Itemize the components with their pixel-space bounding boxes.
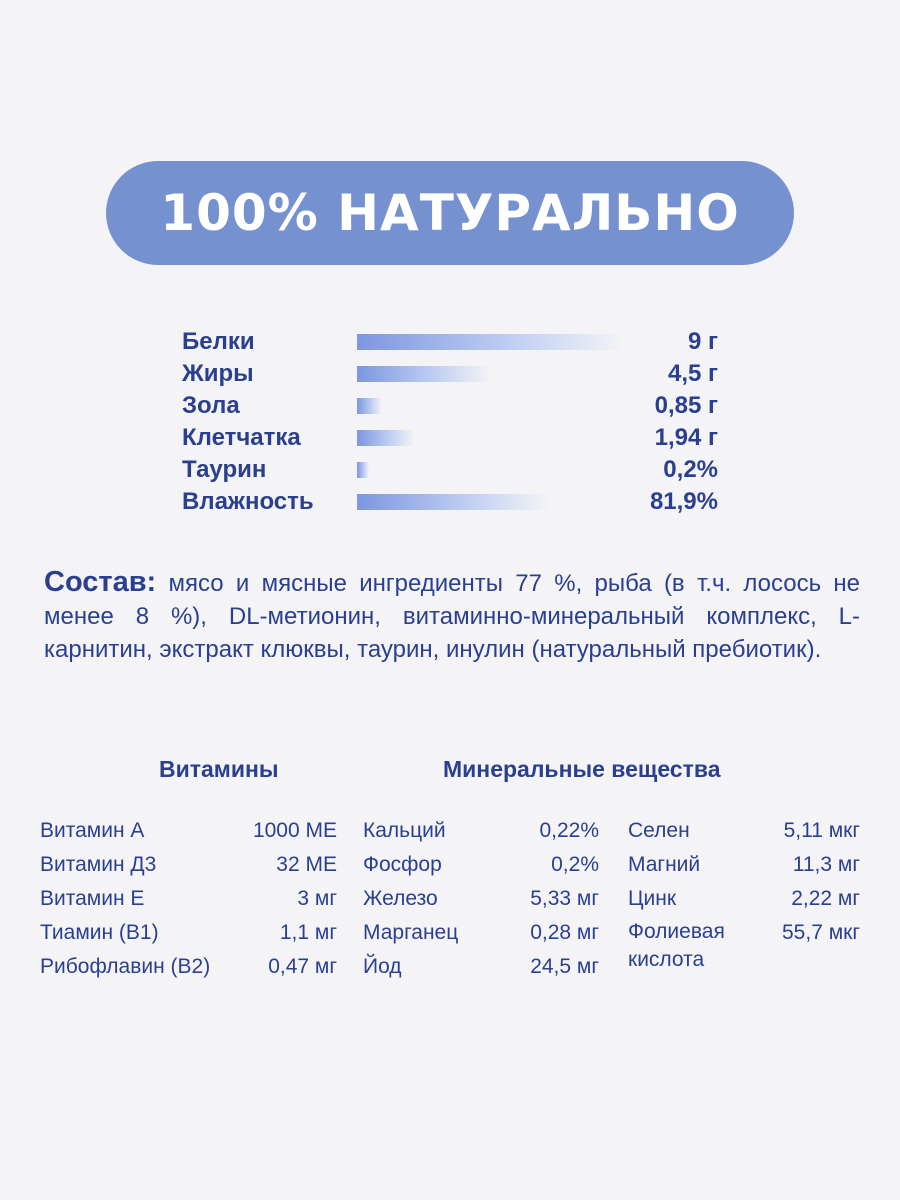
minerals-table-1 (363, 816, 599, 986)
headline-banner (106, 161, 794, 265)
row-value: 55,7 мкг (782, 921, 860, 944)
nutrient-row (182, 486, 722, 518)
nutrient-row (182, 390, 722, 422)
nutrient-name: Зола (182, 392, 240, 419)
nutrient-name: Таурин (182, 456, 267, 483)
nutrient-bar (357, 430, 414, 446)
table-row (363, 850, 599, 884)
table-row (628, 918, 860, 971)
nutrient-value: 4,5 г (667, 360, 718, 387)
row-label: Марганец (363, 921, 459, 944)
nutrient-value: 9 г (687, 328, 718, 355)
row-label: Фолиевая кислота (628, 920, 725, 971)
nutrient-bar (357, 398, 382, 414)
nutrient-bar (357, 334, 624, 350)
nutrient-name: Жиры (182, 360, 254, 387)
nutrient-bar (357, 366, 491, 382)
nutrient-value: 81,9% (649, 488, 718, 515)
row-label: Йод (363, 955, 402, 978)
row-value: 24,5 мг (530, 955, 599, 978)
row-value: 11,3 мг (792, 853, 860, 876)
nutrient-value: 1,94 г (654, 424, 718, 451)
row-label: Рибофлавин (В2) (40, 955, 211, 978)
nutrient-name: Белки (182, 328, 255, 355)
table-row (628, 884, 860, 918)
nutrient-name: Клетчатка (182, 424, 301, 451)
row-label: Тиамин (В1) (40, 921, 159, 944)
nutrient-row (182, 358, 722, 390)
table-row (363, 952, 599, 986)
nutrient-name: Влажность (182, 488, 314, 515)
row-value: 0,22% (539, 819, 599, 842)
nutrient-bar (357, 494, 549, 510)
nutrient-row (182, 454, 722, 486)
vitamins-table (40, 816, 337, 986)
composition-label: Состав: (44, 566, 157, 598)
row-label: Цинк (628, 887, 677, 910)
nutrient-chart (182, 326, 722, 518)
table-row (628, 816, 860, 850)
headline-text: 100% НАТУРАЛЬНО (160, 184, 740, 242)
table-row (40, 918, 337, 952)
table-row (40, 850, 337, 884)
row-label: Фосфор (363, 853, 442, 876)
row-label: Железо (363, 887, 438, 910)
row-value: 0,2% (551, 853, 599, 876)
nutrient-value: 0,2% (663, 456, 718, 483)
table-row (363, 884, 599, 918)
table-row (628, 850, 860, 884)
nutrient-bar (357, 462, 369, 478)
row-value: 3 мг (297, 887, 337, 910)
row-label: Селен (628, 819, 690, 842)
vitamins-title: Витамины (159, 756, 279, 782)
nutrient-row (182, 422, 722, 454)
row-value: 2,22 мг (791, 887, 860, 910)
composition-text: мясо и мясные ингредиенты 77 %, рыба (в т.ч. лосось не менее 8 %), DL-метионин, витаминно-минеральный комплекс, L-карнитин, экстракт клюквы, таурин, инулин (натуральный пребиотик). (44, 570, 861, 663)
row-label: Витамин Д3 (40, 853, 157, 876)
row-label: Витамин Е (40, 887, 145, 910)
row-value: 32 МЕ (276, 853, 337, 876)
minerals-table-2 (628, 816, 860, 971)
row-label: Витамин А (40, 819, 145, 842)
row-value: 0,28 мг (530, 921, 599, 944)
table-row (40, 816, 337, 850)
row-value: 0,47 мг (268, 955, 337, 978)
row-value: 5,11 мкг (783, 819, 860, 842)
table-row (40, 952, 337, 986)
row-label: Магний (628, 853, 701, 876)
row-value: 1,1 мг (279, 921, 337, 944)
table-row (40, 884, 337, 918)
nutrient-value: 0,85 г (654, 392, 718, 419)
row-label: Кальций (363, 819, 446, 842)
composition-block (44, 566, 860, 666)
minerals-title: Минеральные вещества (443, 756, 721, 782)
nutrient-row (182, 326, 722, 358)
table-row (363, 918, 599, 952)
row-value: 5,33 мг (530, 887, 599, 910)
row-value: 1000 МЕ (252, 819, 337, 842)
table-row (363, 816, 599, 850)
